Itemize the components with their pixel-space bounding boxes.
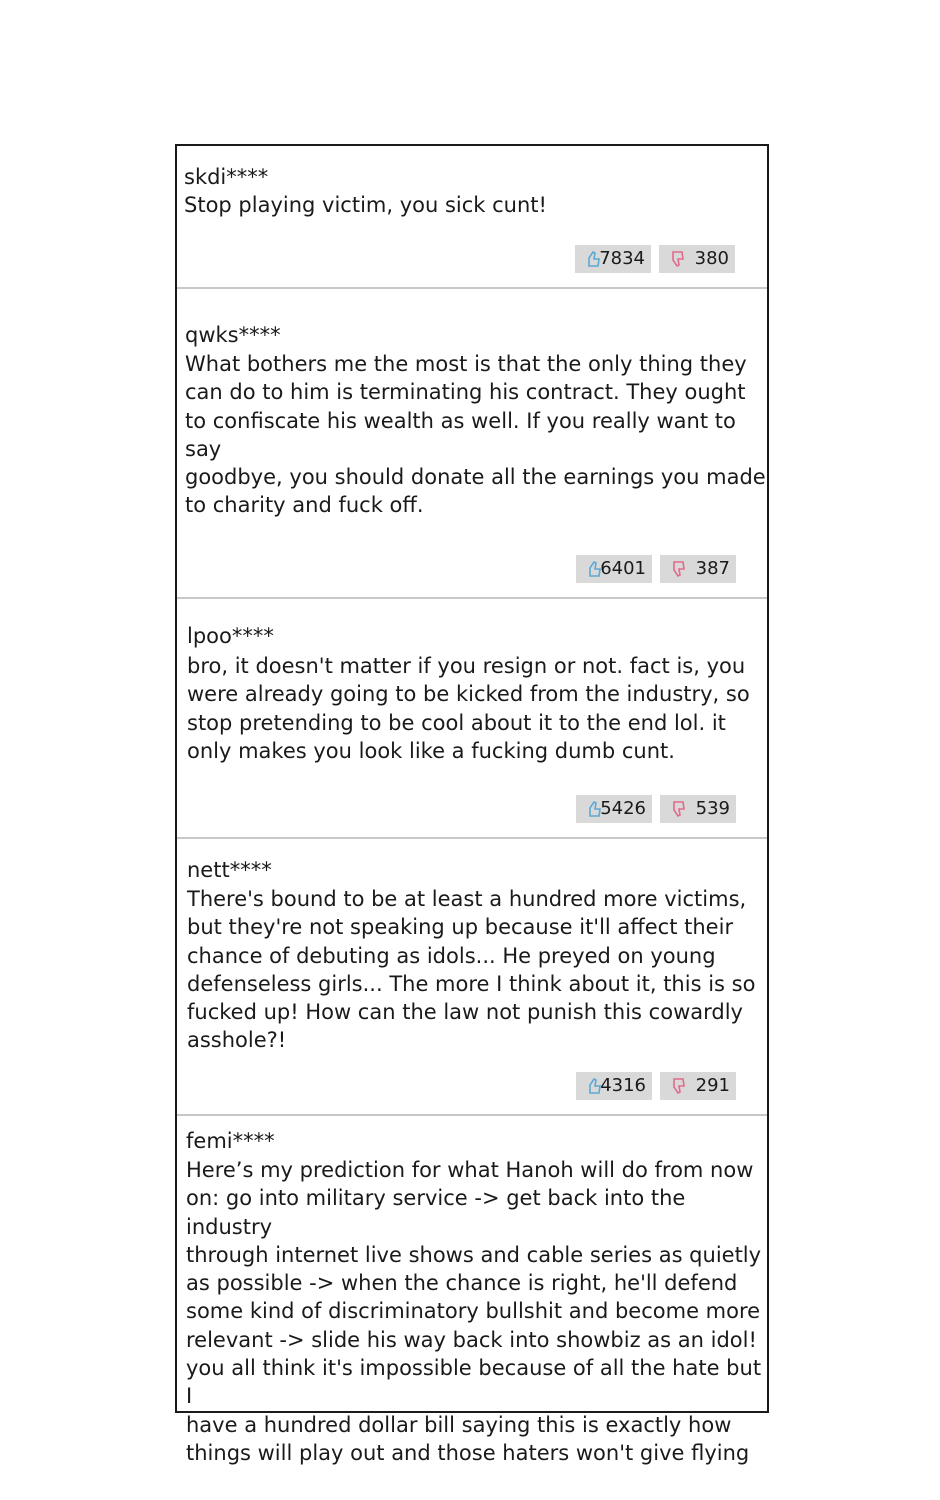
thumbs-up-icon xyxy=(585,250,601,268)
thumbs-down-icon xyxy=(669,250,685,268)
like-button[interactable] xyxy=(576,795,652,823)
dislike-count: 291 xyxy=(695,1075,730,1096)
dislike-button[interactable] xyxy=(660,795,736,823)
comment xyxy=(177,146,767,287)
thumbs-up-icon xyxy=(586,560,602,578)
dislike-count: 539 xyxy=(695,798,730,819)
comment-text: bro, it doesn't matter if you resign or not. fact is, you were already going to be kicked from the industry, so stop pretending to be cool about it to the end lol. it only makes you look like a fucking dumb cunt. xyxy=(187,654,750,763)
like-button[interactable] xyxy=(576,555,652,583)
comment-panel xyxy=(175,144,769,1465)
comment-username: skdi**** xyxy=(184,165,269,189)
like-count: 5426 xyxy=(600,798,646,819)
thumbs-down-icon xyxy=(670,1077,686,1095)
dislike-button[interactable] xyxy=(660,555,736,583)
vote-bar xyxy=(575,245,735,273)
comment-username: femi**** xyxy=(186,1129,275,1153)
vote-bar xyxy=(576,555,736,583)
thumbs-down-icon xyxy=(670,560,686,578)
dislike-button[interactable] xyxy=(659,245,735,273)
comment-text: What bothers me the most is that the only thing they can do to him is terminating his contract. They ought to confiscate his wealth as well. If you really want to say goodbye, you should donate all the earnings you made to charity and fuck off. xyxy=(185,352,766,518)
comment-text: Here’s my prediction for what Hanoh will do from now on: go into military service -> get back into the industry through internet live shows and cable series as quietly as possible -> when the chance is right, he'll defend some kind of discriminatory bullshit and become more relevant -> slide his way back into showbiz as an idol! you all think it's impossible because of all the hate but I have a hundred dollar bill saying this is exactly how things will play out and those haters won't give flying xyxy=(186,1158,762,1465)
comment xyxy=(177,1116,767,1465)
comment-username: nett**** xyxy=(187,858,272,882)
comment-text: Stop playing victim, you sick cunt! xyxy=(184,193,547,217)
like-button[interactable] xyxy=(576,1072,652,1100)
comment-username: qwks**** xyxy=(185,323,281,347)
comment xyxy=(177,599,767,837)
like-count: 4316 xyxy=(600,1075,646,1096)
thumbs-down-icon xyxy=(670,800,686,818)
dislike-count: 380 xyxy=(694,248,729,269)
dislike-button[interactable] xyxy=(660,1072,736,1100)
like-count: 7834 xyxy=(599,248,645,269)
like-count: 6401 xyxy=(600,558,646,579)
like-button[interactable] xyxy=(575,245,651,273)
comment xyxy=(177,289,767,597)
comment-username: lpoo**** xyxy=(187,624,274,648)
vote-bar xyxy=(576,1072,736,1100)
comment-text: There's bound to be at least a hundred more victims, but they're not speaking up because it'll affect their chance of debuting as idols... He preyed on young defenseless girls... The more I think about it, this is so fucked up! How can the law not punish this cowardly asshole?! xyxy=(187,887,756,1053)
vote-bar xyxy=(576,795,736,823)
comment xyxy=(177,839,767,1114)
thumbs-up-icon xyxy=(586,1077,602,1095)
dislike-count: 387 xyxy=(695,558,730,579)
thumbs-up-icon xyxy=(586,800,602,818)
